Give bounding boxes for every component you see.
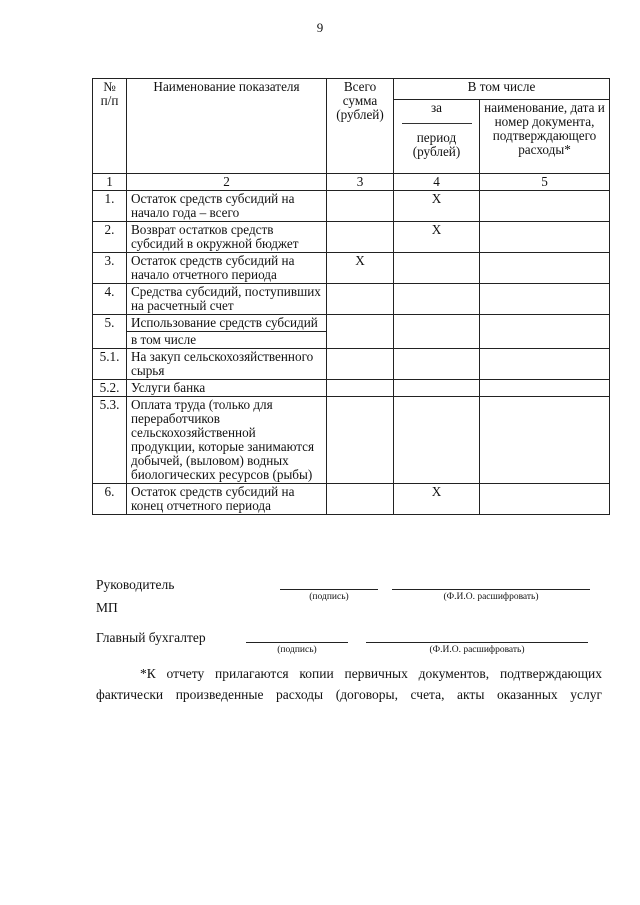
- row-name: Средства субсидий, поступивших на расчетный счет: [127, 284, 327, 315]
- row-subheading: в том числе: [127, 332, 327, 349]
- page-number: 9: [316, 20, 324, 35]
- table-row: [93, 191, 610, 222]
- row-total: [327, 397, 394, 484]
- row-num: 1.: [93, 191, 127, 222]
- header-row: [93, 79, 610, 100]
- row-num: 5.2.: [93, 380, 127, 397]
- row-name: На закуп сельскохозяйственного сырья: [127, 349, 327, 380]
- row-name: Остаток средств субсидий на конец отчетного периода: [127, 484, 327, 515]
- row-name: Использование средств субсидий: [127, 315, 327, 332]
- row-doc: [480, 191, 610, 222]
- table-row: [93, 222, 610, 253]
- head-signature-line: [280, 589, 378, 590]
- row-total: [327, 349, 394, 380]
- col-number: 5: [480, 174, 610, 191]
- header-num: № п/п: [93, 79, 127, 174]
- column-number-row: [93, 174, 610, 191]
- header-period-top: за: [430, 99, 443, 115]
- header-total: Всего сумма (рублей): [327, 79, 394, 174]
- row-total: [327, 315, 394, 349]
- period-blank-line: [402, 123, 472, 124]
- row-total: [327, 484, 394, 515]
- table-row: [93, 284, 610, 315]
- row-doc: [480, 349, 610, 380]
- col-number: 1: [93, 174, 127, 191]
- subsidy-report-table: [92, 78, 610, 515]
- header-including: В том числе: [394, 79, 610, 100]
- row-period: X: [394, 191, 480, 222]
- row-period: [394, 397, 480, 484]
- footnote-line-1: *К отчету прилагаются копии первичных документов, подтверждающих: [140, 666, 602, 681]
- row-doc: [480, 222, 610, 253]
- row-period: [394, 380, 480, 397]
- row-total: [327, 222, 394, 253]
- header-document: наименование, дата и номер документа, подтверждающего расходы*: [480, 99, 610, 173]
- head-name-caption: (Ф.И.О. расшифровать): [443, 592, 539, 602]
- accountant-name-caption: (Ф.И.О. расшифровать): [429, 645, 525, 655]
- row-period: X: [394, 484, 480, 515]
- row-name: Услуги банка: [127, 380, 327, 397]
- table-row: [93, 349, 610, 380]
- row-period: X: [394, 222, 480, 253]
- accountant-label: Главный бухгалтер: [96, 630, 206, 645]
- row-doc: [480, 397, 610, 484]
- row-period: [394, 315, 480, 349]
- col-number: 3: [327, 174, 394, 191]
- row-num: 6.: [93, 484, 127, 515]
- col-number: 4: [394, 174, 480, 191]
- head-label: Руководитель: [96, 577, 175, 592]
- row-doc: [480, 380, 610, 397]
- row-num: 4.: [93, 284, 127, 315]
- row-num-blank: [93, 332, 127, 349]
- col-number: 2: [127, 174, 327, 191]
- row-num: 5.: [93, 315, 127, 332]
- accountant-signature-line: [246, 642, 348, 643]
- row-total: [327, 380, 394, 397]
- table-row: [93, 397, 610, 484]
- row-num: 3.: [93, 253, 127, 284]
- table-row: [93, 484, 610, 515]
- table-row: [93, 380, 610, 397]
- row-num: 5.1.: [93, 349, 127, 380]
- row-doc: [480, 284, 610, 315]
- stamp-label: МП: [96, 600, 118, 615]
- row-name: Возврат остатков средств субсидий в окружной бюджет: [127, 222, 327, 253]
- row-name: Оплата труда (только для переработчиков сельскохозяйственной продукции, которые занимаются добычей, (выловом) водных биологических ресурсов (рыбы): [127, 397, 327, 484]
- row-total: [327, 284, 394, 315]
- header-name: Наименование показателя: [127, 79, 327, 174]
- header-period: [394, 99, 480, 173]
- accountant-name-line: [366, 642, 588, 643]
- table-row: [93, 315, 610, 332]
- footnote-line-2: фактически произведенные расходы (договоры, счета, акты оказанных услуг: [96, 687, 602, 702]
- row-num: 2.: [93, 222, 127, 253]
- row-doc: [480, 253, 610, 284]
- head-name-line: [392, 589, 590, 590]
- row-period: [394, 349, 480, 380]
- table-row: [93, 253, 610, 284]
- row-total: [327, 191, 394, 222]
- row-period: [394, 284, 480, 315]
- row-name: Остаток средств субсидий на начало года – всего: [127, 191, 327, 222]
- row-doc: [480, 484, 610, 515]
- row-period: [394, 253, 480, 284]
- footnote: [96, 663, 602, 705]
- header-period-bottom: период (рублей): [412, 129, 461, 159]
- row-num: 5.3.: [93, 397, 127, 484]
- head-signature-caption: (подпись): [309, 592, 349, 602]
- row-doc: [480, 315, 610, 349]
- accountant-signature-caption: (подпись): [277, 645, 317, 655]
- row-name: Остаток средств субсидий на начало отчетного периода: [127, 253, 327, 284]
- row-total: X: [327, 253, 394, 284]
